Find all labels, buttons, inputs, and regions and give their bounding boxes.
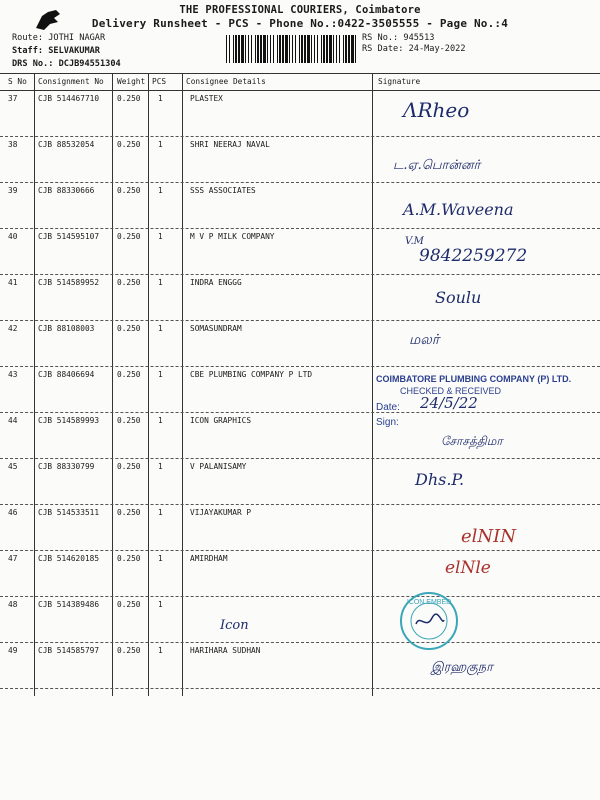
table-row: 47 CJB 514620185 0.250 1 AMIRDHAM elNle xyxy=(0,550,600,597)
handwritten-signature: A.M.Waveena xyxy=(403,200,514,219)
table-row: 41 CJB 514589952 0.250 1 INDRA ENGGG Soulu xyxy=(0,274,600,321)
table-row: 40 CJB 514595107 0.250 1 M V P MILK COMPANY V.M 9842259272 xyxy=(0,228,600,275)
signature-cell xyxy=(375,458,600,504)
table-row: 39 CJB 88330666 0.250 1 SSS ASSOCIATES A.M.Waveena xyxy=(0,182,600,229)
signature-cell xyxy=(375,320,600,366)
handwritten-note: Icon xyxy=(220,618,249,633)
table-row: 48 CJB 514389486 0.250 1 Icon xyxy=(0,596,600,643)
table-row: 38 CJB 88532054 0.250 1 SHRI NEERAJ NAVAL ட.ஏ.பொன்னர் xyxy=(0,136,600,183)
barcode-icon xyxy=(226,35,356,63)
table-row: 44 CJB 514589993 0.250 1 ICON GRAPHICS சோசத்திமா xyxy=(0,412,600,459)
table-row: 46 CJB 514533511 0.250 1 VIJAYAKUMAR P elNIN xyxy=(0,504,600,551)
handwritten-signature: 9842259272 xyxy=(419,246,528,266)
round-stamp-icon xyxy=(398,590,460,652)
handwritten-signature: ɅRheo xyxy=(403,98,470,122)
table-row: 45 CJB 88330799 0.250 1 V PALANISAMY Dhs.P. xyxy=(0,458,600,505)
runsheet-subtitle: Delivery Runsheet - PCS - Phone No.:0422-3505555 - Page No.:4 xyxy=(91,17,509,30)
signature-cell xyxy=(375,182,600,228)
rs-date-line: RS Date: 24-May-2022 xyxy=(362,44,466,54)
handwritten-signature: ட.ஏ.பொன்னர் xyxy=(393,158,481,173)
stamp-sign-label: Sign: xyxy=(376,417,399,428)
stamp-company: COIMBATORE PLUMBING COMPANY (P) LTD. xyxy=(376,374,572,384)
handwritten-signature: Soulu xyxy=(435,288,482,307)
col-sno: S No xyxy=(8,77,27,86)
handwritten-signature: elNle xyxy=(445,558,491,578)
signature-cell: V.M 9842259272 xyxy=(405,236,528,266)
signature-cell xyxy=(375,504,600,550)
stamp-date-label: Date: xyxy=(376,402,400,413)
company-stamp xyxy=(372,372,600,432)
drs-line: DRS No.: DCJB94551304 xyxy=(12,59,121,69)
handwritten-signature: சோசத்திமா xyxy=(441,434,503,448)
table-row: 37 CJB 514467710 0.250 1 PLASTEX ɅRheo xyxy=(0,90,600,137)
handwritten-signature: Dhs.P. xyxy=(415,470,465,489)
signature-cell xyxy=(375,90,600,136)
handwritten-signature: மலர் xyxy=(409,332,440,348)
rs-date-value: 24-May-2022 xyxy=(408,44,466,54)
rs-no-line: RS No.: 945513 xyxy=(362,33,435,43)
stamp-date-value: 24/5/22 xyxy=(420,394,478,412)
drs-value: DCJB94551304 xyxy=(58,59,121,69)
table-header xyxy=(0,73,600,91)
svg-text:ICON EMBED: ICON EMBED xyxy=(406,599,452,606)
handwritten-signature: இரஹகுநா xyxy=(431,660,493,675)
col-consignee: Consignee Details xyxy=(186,77,266,86)
signature-cell xyxy=(375,136,600,182)
company-title: THE PROFESSIONAL COURIERS, Coimbatore xyxy=(179,4,421,16)
col-consignment: Consignment No xyxy=(38,77,104,86)
col-signature: Signature xyxy=(378,77,421,86)
rs-no-value: 945513 xyxy=(403,33,435,43)
staff-line: Staff: SELVAKUMAR xyxy=(12,46,100,56)
handwritten-signature: elNIN xyxy=(461,526,517,547)
route-line: Route: JOTHI NAGAR xyxy=(12,33,106,43)
col-weight: Weight xyxy=(117,77,146,86)
signature-cell xyxy=(375,274,600,320)
table-row: 43 CJB 88406694 0.250 1 CBE PLUMBING COMPANY P LTD xyxy=(0,366,600,413)
staff-value: SELVAKUMAR xyxy=(48,46,100,56)
stamp-checked: CHECKED & RECEIVED xyxy=(400,386,502,396)
col-pcs: PCS xyxy=(152,77,167,86)
route-value: JOTHI NAGAR xyxy=(48,33,106,43)
table-row: 49 CJB 514585797 0.250 1 HARIHARA SUDHAN இரஹகுநா xyxy=(0,642,600,689)
table-row: 42 CJB 88108003 0.250 1 SOMASUNDRAM மலர் xyxy=(0,320,600,367)
